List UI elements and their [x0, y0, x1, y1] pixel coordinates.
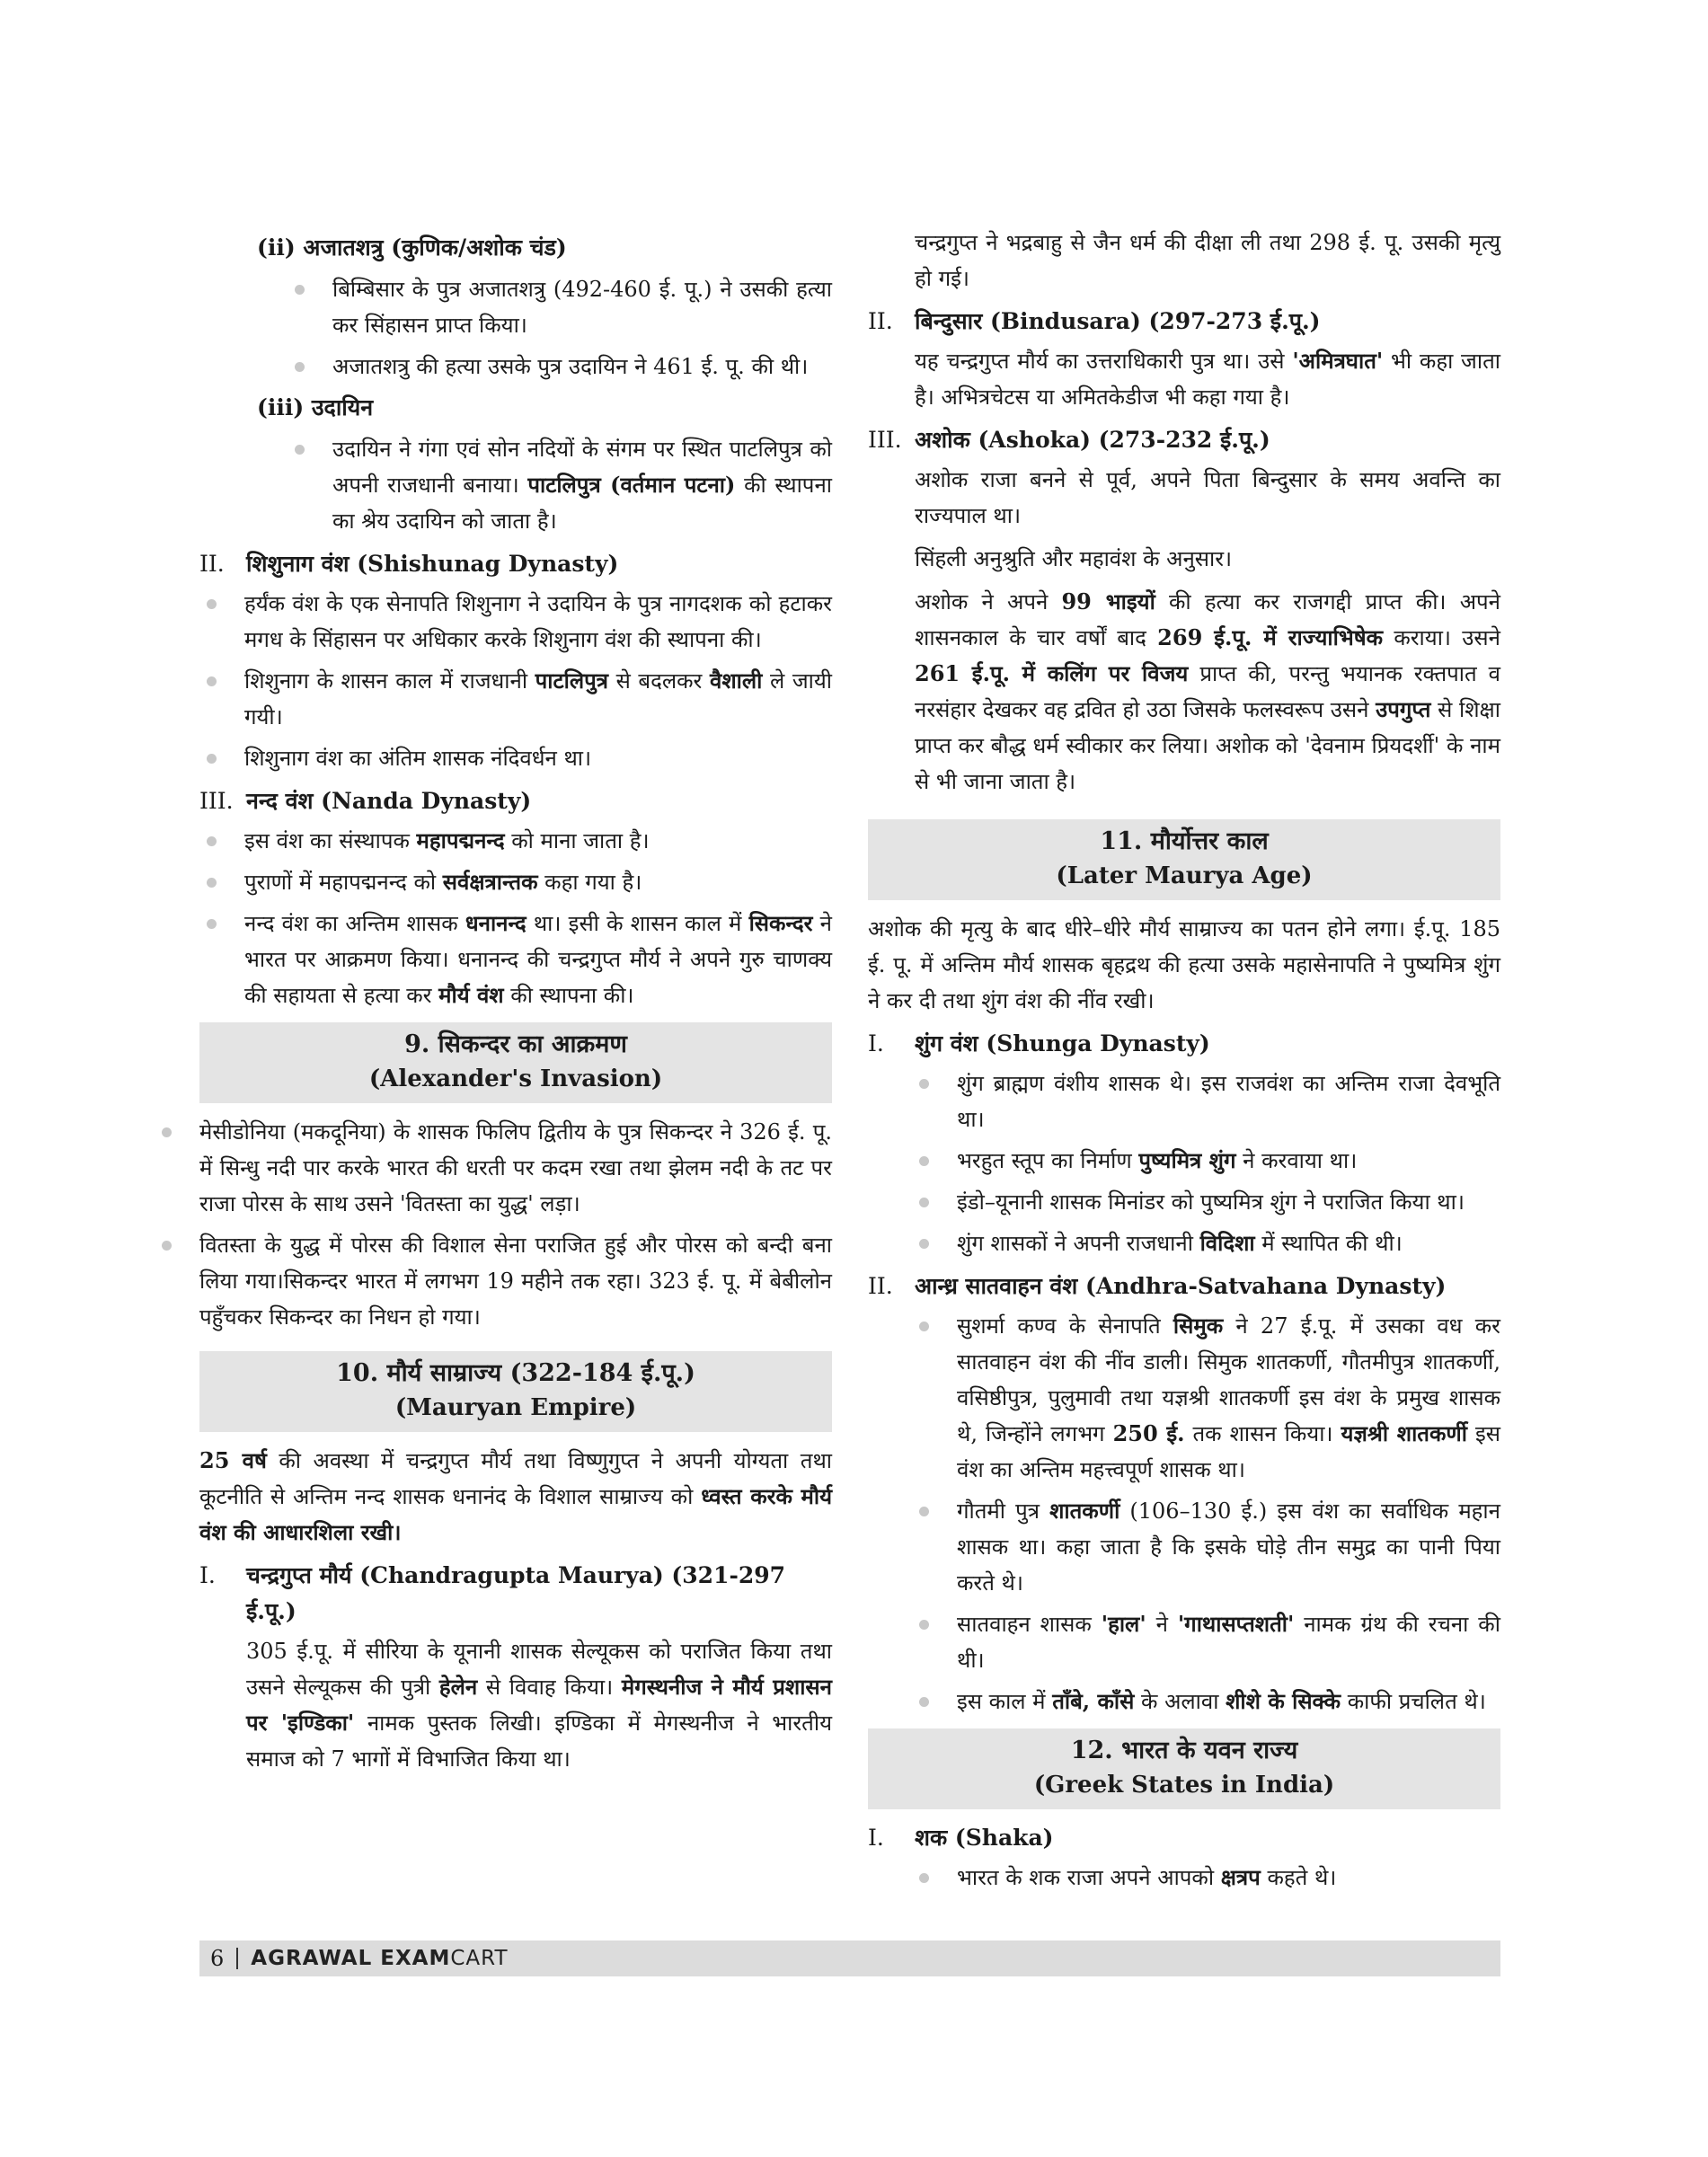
chandragupta-continued-paragraph: चन्द्रगुप्त ने भद्रबाहु से जैन धर्म की दीक्षा ली तथा 298 ई. पू. उसकी मृत्यु हो गई। [915, 230, 1500, 291]
chapter-10-heading-box [199, 1351, 832, 1432]
list-item: नन्द वंश का अन्तिम शासक धनानन्द था। इसी के शासन काल में सिकन्दर ने भारत पर आक्रमण किया। धनानन्द की चन्द्रगुप्त मौर्य ने अपने गुरु चाणक्य की सहायता से हत्या कर मौर्य वंश की स्थापना की। [244, 906, 832, 1013]
shaka-list [957, 1860, 1500, 1896]
list-item: पुराणों में महापद्मनन्द को सर्वक्षत्रान्तक कहा गया है। [244, 864, 832, 900]
publisher-logo: AGRAWAL EXAMCART [251, 1947, 509, 1970]
shishunag-list [244, 586, 832, 776]
section-shunga-heading: I. शुंग वंश (Shunga Dynasty) [868, 1030, 1210, 1056]
chapter-11-title-english: (Later Maurya Age) [1056, 862, 1313, 889]
subsection-udayin-title: (iii) उदायिन [257, 394, 374, 420]
ashoka-paragraph-3: अशोक ने अपने 99 भाइयों की हत्या कर राजगद्दी प्राप्त की। अपने शासनकाल के चार वर्षों बाद 269 ई.पू. में राज्याभिषेक कराया। उसने 261 ई.पू. में कलिंग पर विजय प्राप्त की, परन्तु भयानक रक्तपात व नरसंहार देखकर वह द्रवित हो उठा जिसके फलस्वरूप उसने उपगुप्त से शिक्षा प्राप्त कर बौद्ध धर्म स्वीकार कर लिया। अशोक को 'देवनाम प्रियदर्शी' के नाम से भी जाना जाता है। [915, 588, 1500, 794]
list-item: मेसीडोनिया (मकदूनिया) के शासक फिलिप द्वितीय के पुत्र सिकन्दर ने 326 ई. पू. में सिन्धु नदी पार करके भारत की धरती पर कदम रखा तथा झेलम नदी के तट पर राजा पोरस के साथ उसने 'वितस्ता का युद्ध' लड़ा। [199, 1114, 832, 1222]
list-item: वितस्ता के युद्ध में पोरस की विशाल सेना पराजित हुई और पोरस को बन्दी बना लिया गया।सिकन्दर भारत में लगभग 19 महीने तक रहा। 323 ई. पू. में बेबीलोन पहुँचकर सिकन्दर का निधन हो गया। [199, 1227, 832, 1335]
nanda-list [244, 823, 832, 1013]
list-item: इस काल में ताँबे, काँसे के अलावा शीशे के सिक्के काफी प्रचलित थे। [957, 1684, 1500, 1719]
list-item: अजातशत्रु की हत्या उसके पुत्र उदायिन ने 461 ई. पू. की थी। [332, 349, 832, 385]
footer-divider [236, 1948, 238, 1969]
list-item: भारत के शक राजा अपने आपको क्षत्रप कहते थे। [957, 1860, 1500, 1896]
list-item: इंडो–यूनानी शासक मिनांडर को पुष्यमित्र शुंग ने पराजित किया था। [957, 1184, 1500, 1220]
list-item: शुंग शासकों ने अपनी राजधानी विदिशा में स्थापित की थी। [957, 1225, 1500, 1261]
section-nanda-heading: III. नन्द वंश (Nanda Dynasty) [199, 788, 532, 814]
satvahana-list [957, 1308, 1500, 1719]
right-column [868, 225, 1500, 1901]
section-bindusara-heading: II. बिन्दुसार (Bindusara) (297-273 ई.पू.) [868, 308, 1321, 334]
list-item: इस वंश का संस्थापक महापद्मनन्द को माना जाता है। [244, 823, 832, 859]
bindusara-paragraph: यह चन्द्रगुप्त मौर्य का उत्तराधिकारी पुत्र था। उसे 'अमित्रघात' भी कहा जाता है। अभित्रचेटस या अमितकेडीज भी कहा गया है। [915, 348, 1500, 410]
chapter-9-title-hindi: 9. सिकन्दर का आक्रमण [404, 1030, 627, 1058]
list-item: उदायिन ने गंगा एवं सोन नदियों के संगम पर स्थित पाटलिपुत्र को अपनी राजधानी बनाया। पाटलिपुत्र (वर्तमान पटना) की स्थापना का श्रेय उदायिन को जाता है। [332, 431, 832, 539]
chapter-12-heading-box [868, 1728, 1500, 1809]
chapter-12-title-english: (Greek States in India) [1033, 1772, 1335, 1799]
list-item: बिम्बिसार के पुत्र अजातशत्रु (492-460 ई. पू.) ने उसकी हत्या कर सिंहासन प्राप्त किया। [332, 271, 832, 343]
chapter-11-title-hindi: 11. मौर्योत्तर काल [1100, 827, 1269, 855]
page-number: 6 [210, 1946, 225, 1971]
left-column [199, 225, 832, 1784]
shunga-list [957, 1065, 1500, 1261]
chapter-9-heading-box [199, 1022, 832, 1103]
alexander-list [199, 1114, 832, 1335]
list-item: सातवाहन शासक 'हाल' ने 'गाथासप्तशती' नामक ग्रंथ की रचना की थी। [957, 1606, 1500, 1678]
subsection-ajatashatru-title: (ii) अजातशत्रु (कुणिक/अशोक चंड) [257, 234, 567, 261]
section-shishunag-heading: II. शिशुनाग वंश (Shishunag Dynasty) [199, 551, 619, 577]
page-footer [199, 1940, 1500, 1976]
ajatashatru-list [332, 271, 832, 385]
chapter-9-title-english: (Alexander's Invasion) [368, 1065, 663, 1092]
chapter-10-title-hindi: 10. मौर्य साम्राज्य (322-184 ई.पू.) [336, 1359, 695, 1387]
list-item: गौतमी पुत्र शातकर्णी (106–130 ई.) इस वंश का सर्वाधिक महान शासक था। कहा जाता है कि इसके घोड़े तीन समुद्र का पानी पिया करते थे। [957, 1493, 1500, 1601]
section-ashoka-heading: III. अशोक (Ashoka) (273-232 ई.पू.) [868, 427, 1270, 453]
section-chandragupta-heading: I. चन्द्रगुप्त मौर्य (Chandragupta Maurya) (321-297 ई.पू.) [199, 1562, 785, 1624]
section-shaka-heading: I. शक (Shaka) [868, 1825, 1054, 1851]
list-item: शुंग ब्राह्मण वंशीय शासक थे। इस राजवंश का अन्तिम राजा देवभूति था। [957, 1065, 1500, 1137]
udayin-list [332, 431, 832, 539]
chapter-12-title-hindi: 12. भारत के यवन राज्य [1070, 1737, 1298, 1764]
chandragupta-paragraph: 305 ई.पू. में सीरिया के यूनानी शासक सेल्यूकस को पराजित किया तथा उसने सेल्यूकस की पुत्री हेलेन से विवाह किया। मेगस्थनीज ने मौर्य प्रशासन पर 'इण्डिका' नामक पुस्तक लिखी। इण्डिका में मेगस्थनीज ने भारतीय समाज को 7 भागों में विभाजित किया था। [246, 1639, 832, 1772]
later-maurya-paragraph: अशोक की मृत्यु के बाद धीरे–धीरे मौर्य साम्राज्य का पतन होने लगा। ई.पू. 185 ई. पू. में अन्तिम मौर्य शासक बृहद्रथ की हत्या उसके महासेनापति ने पुष्यमित्र शुंग ने कर दी तथा शुंग वंश की नींव रखी। [868, 916, 1500, 1013]
list-item: शिशुनाग के शासन काल में राजधानी पाटलिपुत्र से बदलकर वैशाली ले जायी गयी। [244, 663, 832, 735]
list-item: शिशुनाग वंश का अंतिम शासक नंदिवर्धन था। [244, 740, 832, 776]
ashoka-paragraph-2: सिंहली अनुश्रुति और महावंश के अनुसार। [915, 546, 1233, 571]
list-item: हर्यंक वंश के एक सेनापति शिशुनाग ने उदायिन के पुत्र नागदशक को हटाकर मगध के सिंहासन पर अधिकार करके शिशुनाग वंश की स्थापना की। [244, 586, 832, 658]
list-item: भरहुत स्तूप का निर्माण पुष्यमित्र शुंग ने करवाया था। [957, 1143, 1500, 1179]
chapter-11-heading-box [868, 819, 1500, 900]
ashoka-paragraph-1: अशोक राजा बनने से पूर्व, अपने पिता बिन्दुसार के समय अवन्ति का राज्यपाल था। [915, 467, 1500, 528]
list-item: सुशर्मा कण्व के सेनापति सिमुक ने 27 ई.पू. में उसका वध कर सातवाहन वंश की नींव डाली। सिमुक शातकर्णी, गौतमीपुत्र शातकर्णी, वसिष्ठीपुत्र, पुलुमावी तथा यज्ञश्री शातकर्णी इस वंश के प्रमुख शासक थे, जिन्होंने लगभग 250 ई. तक शासन किया। यज्ञश्री शातकर्णी इस वंश का अन्तिम महत्त्वपूर्ण शासक था। [957, 1308, 1500, 1488]
chapter-10-title-english: (Mauryan Empire) [394, 1394, 637, 1421]
mauryan-intro-paragraph: 25 वर्ष की अवस्था में चन्द्रगुप्त मौर्य तथा विष्णुगुप्त ने अपनी योग्यता तथा कूटनीति से अन्तिम नन्द शासक धनानंद के विशाल साम्राज्य को ध्वस्त करके मौर्य वंश की आधारशिला रखी। [199, 1447, 832, 1545]
section-satvahana-heading: II. आन्ध्र सातवाहन वंश (Andhra-Satvahana Dynasty) [868, 1273, 1447, 1299]
